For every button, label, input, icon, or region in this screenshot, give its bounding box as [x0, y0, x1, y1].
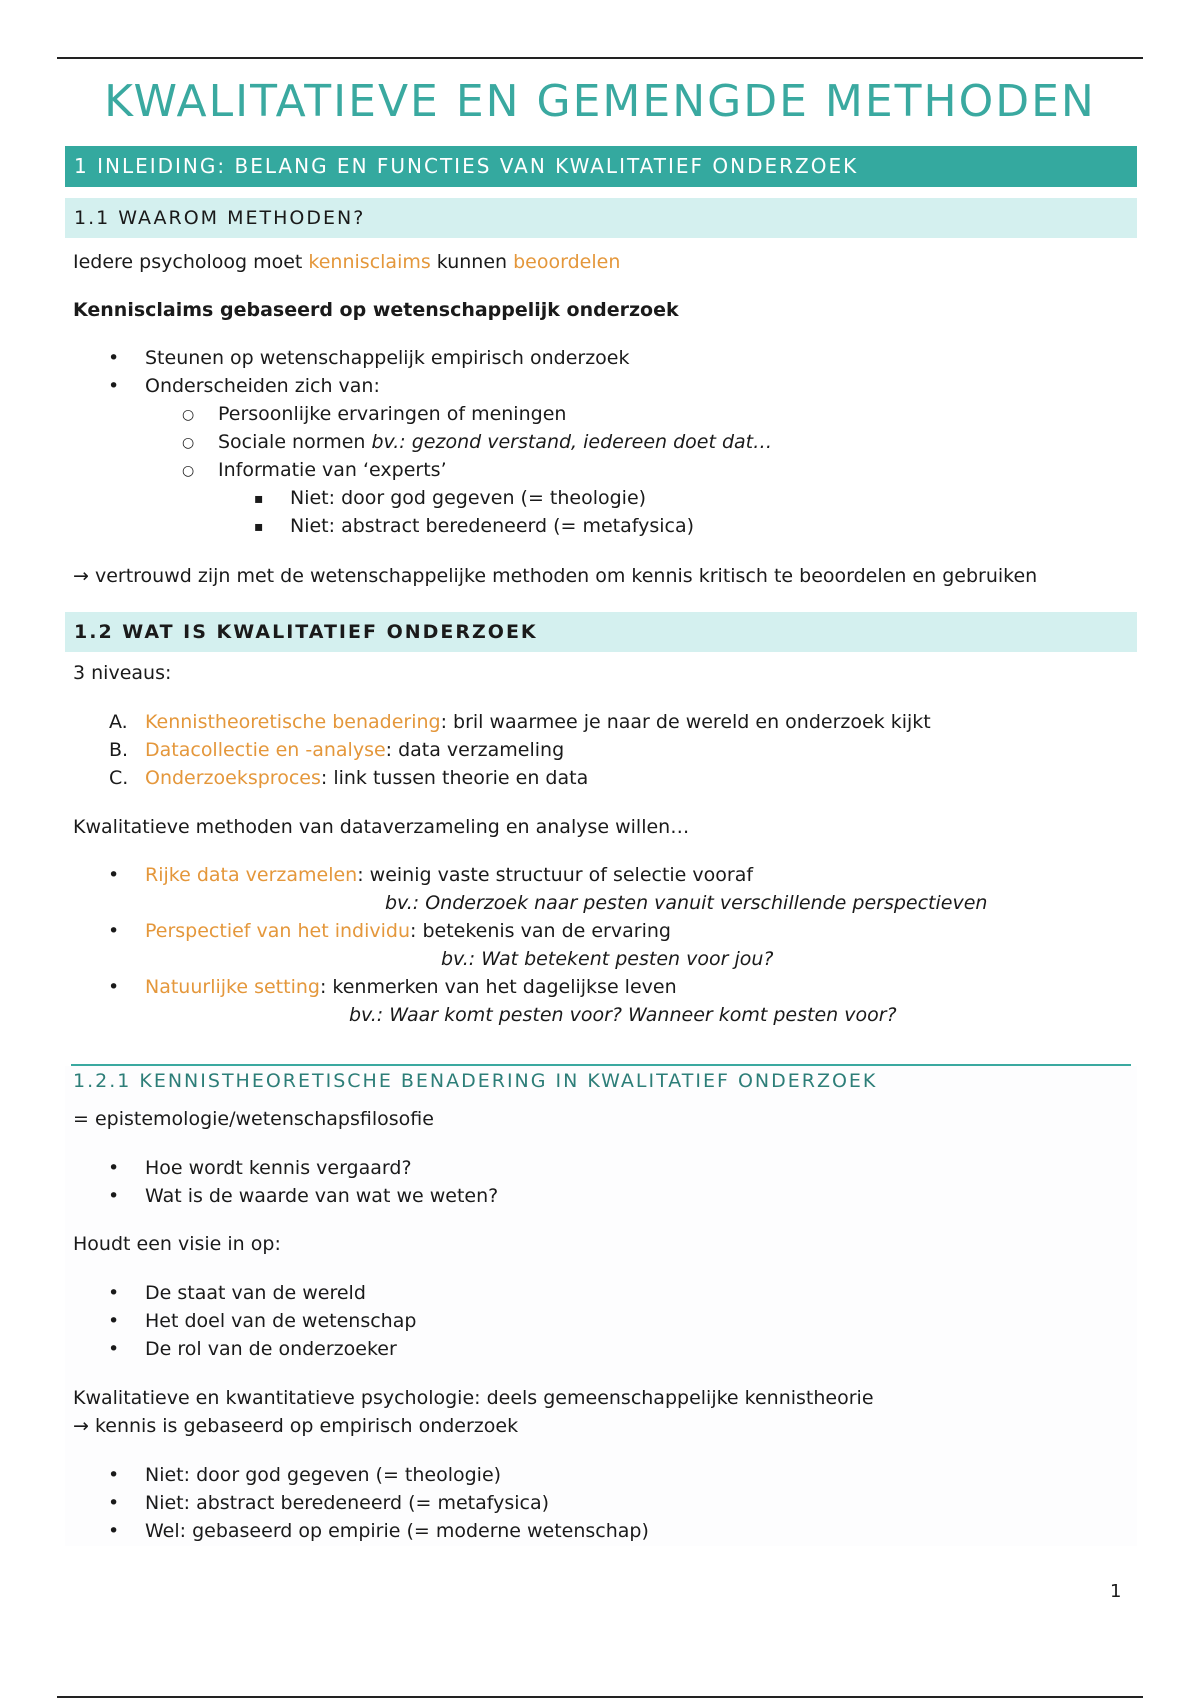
bullet-icon: • — [108, 920, 120, 942]
list-item: Niet: door god gegeven (= theologie) — [145, 1464, 502, 1486]
list-item: Steunen op wetenschappelijk empirisch onderzoek — [145, 347, 630, 369]
list-item: Sociale normen bv.: gezond verstand, iedereen doet dat… — [218, 431, 773, 453]
list-item: De staat van de wereld — [145, 1282, 366, 1304]
list-item: Rijke data verzamelen: weinig vaste structuur of selectie vooraf — [145, 864, 754, 886]
highlight-beoordelen: beoordelen — [513, 251, 621, 273]
bullet-icon: • — [108, 1520, 120, 1542]
bullet-icon: • — [108, 1185, 120, 1207]
page-number: 1 — [1110, 1581, 1122, 1602]
bullet-icon: • — [108, 864, 120, 886]
list-item: Hoe wordt kennis vergaard? — [145, 1157, 412, 1179]
list-item: Onderzoeksproces: link tussen theorie en data — [145, 767, 589, 789]
bullet-icon: • — [108, 1338, 120, 1360]
square-bullet-icon: ▪ — [254, 491, 264, 507]
comparison-conclusion: → kennis is gebaseerd op empirisch onderzoek — [73, 1415, 519, 1437]
intro-paragraph: Iedere psycholoog moet kennisclaims kunnen beoordelen — [73, 251, 621, 273]
heading-1-1: 1.1 WAAROM METHODEN? — [65, 198, 1137, 238]
bottom-rule — [57, 1696, 1143, 1698]
list-item: Niet: door god gegeven (= theologie) — [290, 487, 647, 509]
comparison-text: Kwalitatieve en kwantitatieve psychologie: deels gemeenschappelijke kennistheorie — [73, 1387, 874, 1409]
example-text: bv.: Waar komt pesten voor? Wanneer komt pesten voor? — [349, 1004, 897, 1026]
bullet-icon: • — [108, 1492, 120, 1514]
circle-bullet-icon: ○ — [182, 407, 195, 423]
top-rule — [57, 57, 1143, 59]
bullet-icon: • — [108, 976, 120, 998]
list-item: De rol van de onderzoeker — [145, 1338, 397, 1360]
highlight-kennisclaims: kennisclaims — [308, 251, 431, 273]
list-item: Perspectief van het individu: betekenis van de ervaring — [145, 920, 671, 942]
list-marker: C. — [109, 767, 129, 789]
heading-1: 1 INLEIDING: BELANG EN FUNCTIES VAN KWALITATIEF ONDERZOEK — [65, 146, 1137, 187]
list-item: Het doel van de wetenschap — [145, 1310, 417, 1332]
list-item: Niet: abstract beredeneerd (= metafysica) — [290, 515, 695, 537]
list-item: Persoonlijke ervaringen of meningen — [218, 403, 567, 425]
list-item: Informatie van ‘experts’ — [218, 459, 447, 481]
circle-bullet-icon: ○ — [182, 463, 195, 479]
list-item: Wat is de waarde van wat we weten? — [145, 1185, 499, 1207]
list-item: Niet: abstract beredeneerd (= metafysica) — [145, 1492, 550, 1514]
circle-bullet-icon: ○ — [182, 435, 195, 451]
levels-intro: 3 niveaus: — [73, 662, 172, 684]
example-text: bv.: Wat betekent pesten voor jou? — [441, 948, 774, 970]
list-item: Onderscheiden zich van: — [145, 375, 380, 397]
bullet-icon: • — [108, 347, 120, 369]
view-intro: Houdt een visie in op: — [73, 1233, 281, 1255]
bullet-icon: • — [108, 1464, 120, 1486]
list-item: Kennistheoretische benadering: bril waarmee je naar de wereld en onderzoek kijkt — [145, 711, 931, 733]
methods-intro: Kwalitatieve methoden van dataverzameling en analyse willen… — [73, 816, 690, 838]
list-item: Natuurlijke setting: kenmerken van het dagelijkse leven — [145, 976, 677, 998]
heading-1-2-1: 1.2.1 KENNISTHEORETISCHE BENADERING IN KWALITATIEF ONDERZOEK — [73, 1070, 878, 1092]
list-item: Wel: gebaseerd op empirie (= moderne wetenschap) — [145, 1520, 649, 1542]
bullet-icon: • — [108, 375, 120, 397]
conclusion-paragraph: → vertrouwd zijn met de wetenschappelijke methoden om kennis kritisch te beoordelen en gebruiken — [73, 565, 1038, 587]
square-bullet-icon: ▪ — [254, 519, 264, 535]
list-marker: A. — [109, 711, 128, 733]
bullet-icon: • — [108, 1282, 120, 1304]
example-text: bv.: Onderzoek naar pesten vanuit verschillende perspectieven — [385, 892, 988, 914]
subheading-kennisclaims: Kennisclaims gebaseerd op wetenschappelijk onderzoek — [73, 299, 679, 321]
document-title: KWALITATIEVE EN GEMENGDE METHODEN — [104, 76, 1096, 127]
list-marker: B. — [109, 739, 129, 761]
definition-text: = epistemologie/wetenschapsfilosofie — [73, 1108, 434, 1130]
bullet-icon: • — [108, 1157, 120, 1179]
bullet-icon: • — [108, 1310, 120, 1332]
list-item: Datacollectie en -analyse: data verzameling — [145, 739, 565, 761]
heading-1-2: 1.2 WAT IS KWALITATIEF ONDERZOEK — [65, 612, 1137, 652]
